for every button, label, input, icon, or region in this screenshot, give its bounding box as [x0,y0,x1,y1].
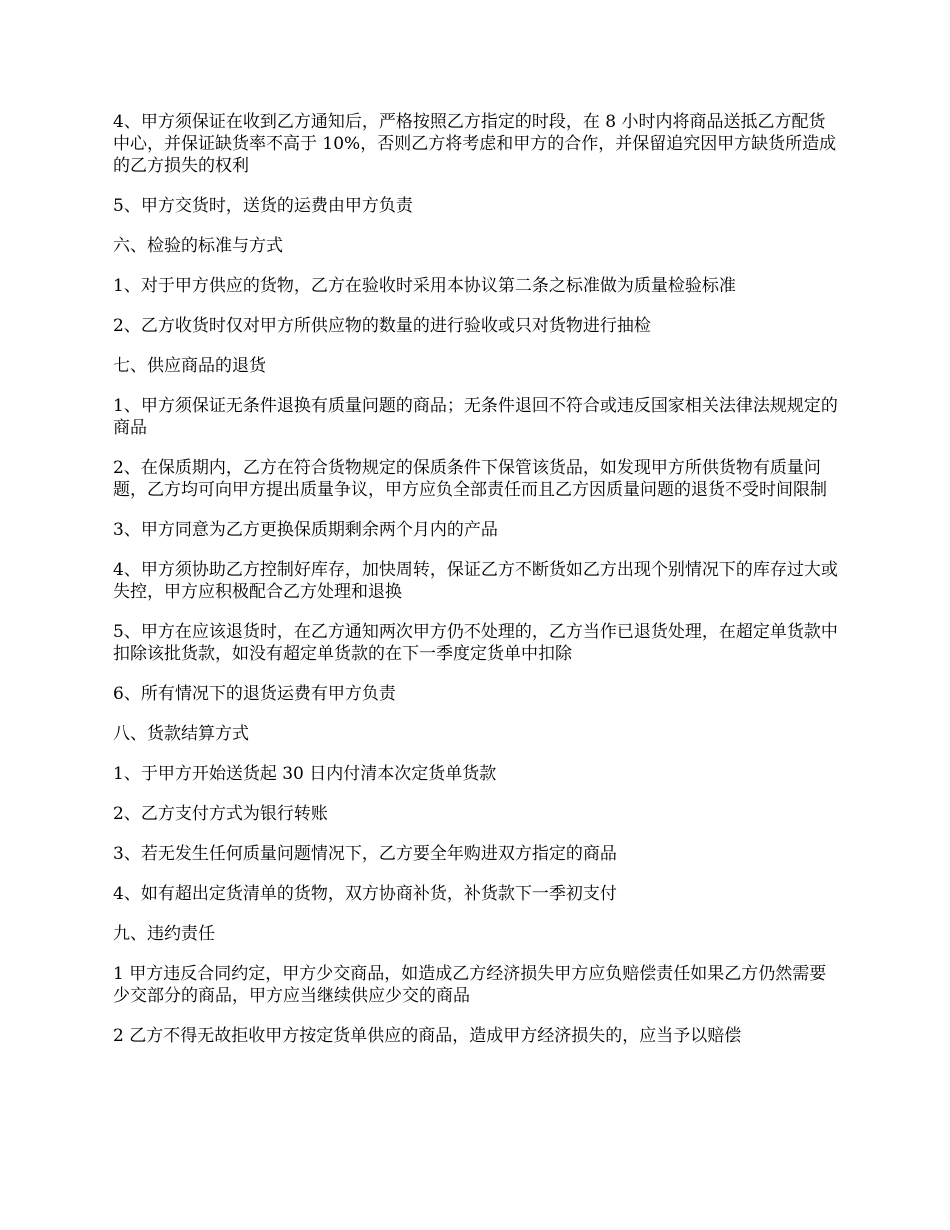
returns-clause-1: 1、甲方须保证无条件退换有质量问题的商品；无条件退回不符合或违反国家相关法律法规规定的商品 [113,396,838,438]
inspection-clause-2: 2、乙方收货时仅对甲方所供应物的数量的进行验收或只对货物进行抽检 [113,316,651,336]
liability-clause-2: 2 乙方不得无故拒收甲方按定货单供应的商品，造成甲方经济损失的，应当予以赔偿 [113,1026,742,1046]
clause-4-delivery-timing: 4、甲方须保证在收到乙方通知后，严格按照乙方指定的时段，在 8 小时内将商品送抵乙方配货中心，并保证缺货率不高于 10%，否则乙方将考虑和甲方的合作，并保留追究因甲方缺货所造成的乙方损失的权利 [113,112,837,176]
returns-clause-5: 5、甲方在应该退货时，在乙方通知两次甲方仍不处理的，乙方当作已退货处理，在超定单货款中 扣除该批货款，如没有超定单货款的在下一季度定货单中扣除 [113,622,844,664]
section-heading-settlement: 八、货款结算方式 [113,724,249,744]
section-heading-inspection: 六、检验的标准与方式 [113,236,283,256]
settlement-clause-4: 4、如有超出定货清单的货物，双方协商补货，补货款下一季初支付 [113,884,617,904]
liability-clause-1: 1 甲方违反合同约定，甲方少交商品，如造成乙方经济损失甲方应负赔偿责任如果乙方仍然需要少交部分的商品，甲方应当继续供应少交的商品 [113,964,827,1006]
returns-clause-3: 3、甲方同意为乙方更换保质期剩余两个月内的产品 [113,520,498,540]
section-heading-returns: 七、供应商品的退货 [113,356,266,376]
returns-clause-2: 2、在保质期内，乙方在符合货物规定的保质条件下保管该货品，如发现甲方所供货物有质量问题，乙方均可向甲方提出质量争议，甲方应负全部责任而且乙方因质量问题的退货不受时间限制 [113,458,827,500]
returns-clause-4: 4、甲方须协助乙方控制好库存，加快周转，保证乙方不断货如乙方出现个别情况下的库存过大或失控，甲方应积极配合乙方处理和退换 [113,560,838,602]
settlement-clause-1: 1、于甲方开始送货起 30 日内付清本次定货单货款 [113,764,497,784]
returns-clause-6: 6、所有情况下的退货运费有甲方负责 [113,684,396,704]
settlement-clause-3: 3、若无发生任何质量问题情况下，乙方要全年购进双方指定的商品 [113,844,617,864]
settlement-clause-2: 2、乙方支付方式为银行转账 [113,804,328,824]
clause-5-shipping-cost: 5、甲方交货时，送货的运费由甲方负责 [113,196,413,216]
section-heading-liability: 九、违约责任 [113,924,215,944]
inspection-clause-1: 1、对于甲方供应的货物，乙方在验收时采用本协议第二条之标准做为质量检验标准 [113,276,736,296]
document-body [113,111,844,1065]
